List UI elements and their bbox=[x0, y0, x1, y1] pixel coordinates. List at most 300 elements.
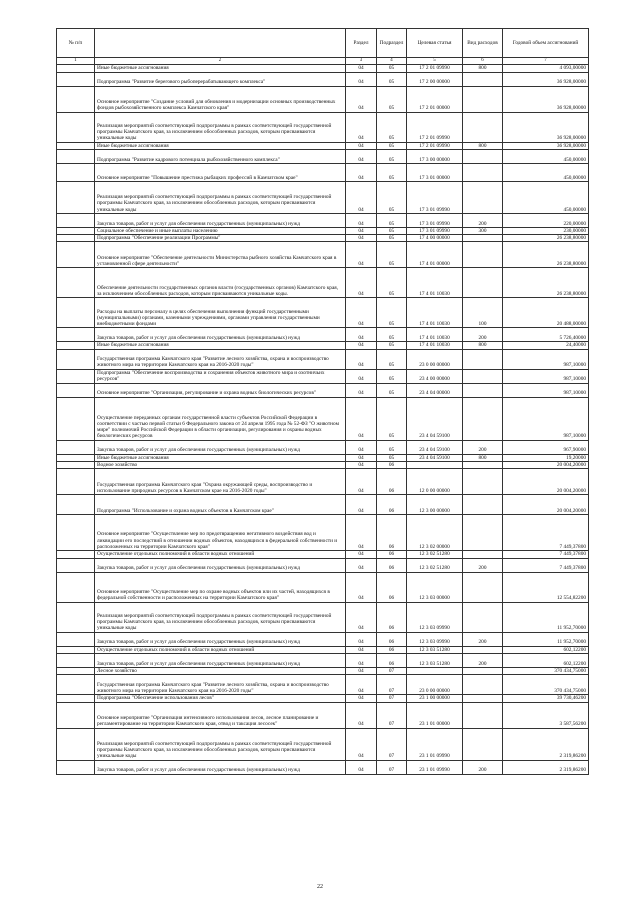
column-number: 3 bbox=[346, 58, 377, 65]
row-name-cell: Осуществление отдельных полномочий в области водных отношений bbox=[95, 551, 346, 558]
row-target-article-cell: 17 2 01 09990 bbox=[407, 112, 463, 142]
row-number-cell bbox=[57, 551, 95, 558]
row-target-article-cell: 17 3 01 09990 bbox=[407, 181, 463, 213]
row-number-cell bbox=[57, 86, 95, 112]
row-number-cell bbox=[57, 342, 95, 349]
table-row bbox=[57, 181, 589, 213]
row-amount-cell: 4 093,00000 bbox=[503, 65, 589, 72]
row-number-cell bbox=[57, 667, 95, 674]
table-row bbox=[57, 760, 589, 774]
table-row bbox=[57, 602, 589, 632]
row-target-article-cell: 17 4 01 00000 bbox=[407, 242, 463, 268]
row-podrazdel-cell: 06 bbox=[377, 469, 407, 495]
header-podrazdel: Подраздел bbox=[377, 29, 407, 58]
row-podrazdel-cell: 05 bbox=[377, 65, 407, 72]
row-razdel-cell: 04 bbox=[346, 163, 377, 181]
row-razdel-cell: 04 bbox=[346, 515, 377, 551]
row-target-article-cell: 17 4 01 10030 bbox=[407, 342, 463, 349]
table-row bbox=[57, 349, 589, 369]
row-podrazdel-cell: 07 bbox=[377, 728, 407, 760]
row-podrazdel-cell: 06 bbox=[377, 558, 407, 572]
table-row bbox=[57, 227, 589, 234]
row-podrazdel-cell: 07 bbox=[377, 702, 407, 728]
row-podrazdel-cell: 05 bbox=[377, 86, 407, 112]
table-row bbox=[57, 213, 589, 227]
row-razdel-cell: 04 bbox=[346, 440, 377, 454]
row-expense-type-cell bbox=[463, 369, 503, 383]
row-amount-cell: 230,00000 bbox=[503, 227, 589, 234]
row-number-cell bbox=[57, 653, 95, 667]
row-amount-cell: 987,10000 bbox=[503, 397, 589, 440]
table-row bbox=[57, 65, 589, 72]
row-amount-cell: 7 449,37800 bbox=[503, 551, 589, 558]
header-num: № п/п bbox=[57, 29, 95, 58]
row-name-cell: Подпрограмма "Обеспечение реализации Программы" bbox=[95, 235, 346, 242]
table-row bbox=[57, 86, 589, 112]
row-number-cell bbox=[57, 328, 95, 342]
column-number: 2 bbox=[95, 58, 346, 65]
row-name-cell: Закупка товаров, работ и услуг для обеспечения государственных (муниципальных) нужд bbox=[95, 653, 346, 667]
header-annual-amount: Годовой объем ассигнований bbox=[503, 29, 589, 58]
row-name-cell: Основное мероприятие "Организация интенсивного использования лесов, лесное планирование и регламентирование на территории Камчатского края, отвод и таксация лесосек" bbox=[95, 702, 346, 728]
row-amount-cell: 26 238,80000 bbox=[503, 235, 589, 242]
row-expense-type-cell bbox=[463, 268, 503, 298]
row-expense-type-cell bbox=[463, 646, 503, 653]
row-target-article-cell: 12 3 03 09990 bbox=[407, 632, 463, 646]
row-razdel-cell: 04 bbox=[346, 646, 377, 653]
row-number-cell bbox=[57, 268, 95, 298]
table-row bbox=[57, 142, 589, 149]
row-razdel-cell: 04 bbox=[346, 667, 377, 674]
row-number-cell bbox=[57, 349, 95, 369]
row-target-article-cell: 12 3 03 09990 bbox=[407, 602, 463, 632]
row-podrazdel-cell: 05 bbox=[377, 235, 407, 242]
header-target-article: Целевая статья bbox=[407, 29, 463, 58]
row-name-cell: Реализация мероприятий соответствующей подпрограммы в рамках соответствующей государственной программы Камчатского края, за исключением обособленных расходов, которым присваиваются уникальные коды bbox=[95, 181, 346, 213]
row-razdel-cell: 04 bbox=[346, 602, 377, 632]
row-name-cell: Подпрограмма "Обеспечение использования лесов" bbox=[95, 695, 346, 702]
row-podrazdel-cell: 05 bbox=[377, 454, 407, 461]
column-number: 1 bbox=[57, 58, 95, 65]
row-name-cell: Иные бюджетные ассигнования bbox=[95, 454, 346, 461]
row-name-cell: Основное мероприятие "Осуществление мер по предотвращению негативного воздействия вод и ликвидации его последствий в отношении водных объектов, находящихся в федеральной собственности и расположенных на территории Камчатского края" bbox=[95, 515, 346, 551]
row-expense-type-cell: 200 bbox=[463, 440, 503, 454]
row-expense-type-cell bbox=[463, 675, 503, 695]
row-amount-cell: 12 554,82200 bbox=[503, 572, 589, 602]
row-number-cell bbox=[57, 695, 95, 702]
row-podrazdel-cell: 05 bbox=[377, 163, 407, 181]
row-number-cell bbox=[57, 163, 95, 181]
table-row bbox=[57, 667, 589, 674]
row-number-cell bbox=[57, 454, 95, 461]
row-number-cell bbox=[57, 602, 95, 632]
row-razdel-cell: 04 bbox=[346, 242, 377, 268]
row-razdel-cell: 04 bbox=[346, 72, 377, 86]
row-target-article-cell: 12 3 03 51280 bbox=[407, 646, 463, 653]
row-target-article-cell: 12 0 00 00000 bbox=[407, 469, 463, 495]
row-amount-cell: 7 449,37800 bbox=[503, 558, 589, 572]
row-amount-cell: 20 004,20000 bbox=[503, 495, 589, 515]
row-name-cell: Основное мероприятие "Создание условий для обновления и модернизации основных производственных фондов рыбохозяйственного комплекса Камчатского края" bbox=[95, 86, 346, 112]
row-expense-type-cell bbox=[463, 383, 503, 397]
row-target-article-cell: 23 4 04 00000 bbox=[407, 383, 463, 397]
row-name-cell: Закупка товаров, работ и услуг для обеспечения государственных (муниципальных) нужд bbox=[95, 328, 346, 342]
table-row bbox=[57, 572, 589, 602]
row-podrazdel-cell: 05 bbox=[377, 142, 407, 149]
row-expense-type-cell bbox=[463, 181, 503, 213]
row-amount-cell: 3 587,56200 bbox=[503, 702, 589, 728]
row-expense-type-cell: 800 bbox=[463, 342, 503, 349]
row-number-cell bbox=[57, 142, 95, 149]
table-row bbox=[57, 646, 589, 653]
row-name-cell: Государственная программа Камчатского края "Развитие лесного хозяйства, охрана и воспроизводство животного мира на территории Камчатского края на 2016-2020 годы" bbox=[95, 349, 346, 369]
row-podrazdel-cell: 05 bbox=[377, 440, 407, 454]
row-amount-cell: 450,00000 bbox=[503, 163, 589, 181]
table-row bbox=[57, 632, 589, 646]
table-row bbox=[57, 558, 589, 572]
row-target-article-cell: 17 3 01 09990 bbox=[407, 213, 463, 227]
header-row bbox=[57, 29, 589, 58]
row-razdel-cell: 04 bbox=[346, 462, 377, 469]
row-razdel-cell: 04 bbox=[346, 397, 377, 440]
row-amount-cell: 39 730,46200 bbox=[503, 695, 589, 702]
row-target-article-cell: 17 2 01 00000 bbox=[407, 86, 463, 112]
row-amount-cell: 19,20000 bbox=[503, 454, 589, 461]
column-number: 6 bbox=[463, 58, 503, 65]
table-row bbox=[57, 328, 589, 342]
row-expense-type-cell bbox=[463, 495, 503, 515]
row-target-article-cell: 17 3 00 00000 bbox=[407, 149, 463, 163]
row-podrazdel-cell: 05 bbox=[377, 72, 407, 86]
row-name-cell: Закупка товаров, работ и услуг для обеспечения государственных (муниципальных) нужд bbox=[95, 440, 346, 454]
header-name bbox=[95, 29, 346, 58]
row-amount-cell: 5 726,40000 bbox=[503, 328, 589, 342]
budget-table bbox=[56, 28, 589, 775]
table-row bbox=[57, 383, 589, 397]
column-number: 5 bbox=[407, 58, 463, 65]
row-expense-type-cell bbox=[463, 397, 503, 440]
row-podrazdel-cell: 05 bbox=[377, 227, 407, 234]
table-row bbox=[57, 495, 589, 515]
row-target-article-cell: 17 3 01 00000 bbox=[407, 163, 463, 181]
row-amount-cell: 11 952,70000 bbox=[503, 632, 589, 646]
row-number-cell bbox=[57, 181, 95, 213]
row-amount-cell: 36 928,00000 bbox=[503, 142, 589, 149]
row-razdel-cell: 04 bbox=[346, 558, 377, 572]
table-row bbox=[57, 551, 589, 558]
row-number-cell bbox=[57, 572, 95, 602]
row-name-cell: Иные бюджетные ассигнования bbox=[95, 65, 346, 72]
row-podrazdel-cell: 07 bbox=[377, 695, 407, 702]
row-amount-cell: 602,12200 bbox=[503, 646, 589, 653]
row-amount-cell: 987,10000 bbox=[503, 369, 589, 383]
row-podrazdel-cell: 06 bbox=[377, 515, 407, 551]
row-amount-cell: 7 449,37800 bbox=[503, 515, 589, 551]
row-name-cell: Обеспечение деятельности государственных органов власти (государственных органов) Камчатского края, за исключением обособленных расходов, которым присваиваются уникальные коды. bbox=[95, 268, 346, 298]
row-target-article-cell: 23 1 00 00000 bbox=[407, 695, 463, 702]
row-expense-type-cell bbox=[463, 86, 503, 112]
row-name-cell: Основное мероприятие "Организация, регулирование и охрана водных биологических ресурсов" bbox=[95, 383, 346, 397]
header-expense-type: Вид расходов bbox=[463, 29, 503, 58]
row-razdel-cell: 04 bbox=[346, 695, 377, 702]
row-expense-type-cell bbox=[463, 728, 503, 760]
row-number-cell bbox=[57, 112, 95, 142]
row-number-cell bbox=[57, 440, 95, 454]
row-razdel-cell: 04 bbox=[346, 702, 377, 728]
row-podrazdel-cell: 05 bbox=[377, 181, 407, 213]
row-razdel-cell: 04 bbox=[346, 383, 377, 397]
row-name-cell: Подпрограмма "Использование и охрана водных объектов в Камчатском крае" bbox=[95, 495, 346, 515]
row-amount-cell: 36 928,00000 bbox=[503, 86, 589, 112]
row-name-cell: Лесное хозяйство bbox=[95, 667, 346, 674]
row-target-article-cell: 17 3 01 09990 bbox=[407, 227, 463, 234]
row-name-cell: Осуществление переданных органам государственной власти субъектов Российской Федерации в соответствии с частью первой статьи 6 Федерального закона от 24 апреля 1995 года № 52-ФЗ "О животном мире" полномочий Российской Федерации в области организации, регулирования и охраны водных биологических ресурсов bbox=[95, 397, 346, 440]
row-number-cell bbox=[57, 728, 95, 760]
row-expense-type-cell: 300 bbox=[463, 227, 503, 234]
row-target-article-cell: 17 4 01 10030 bbox=[407, 328, 463, 342]
table-row bbox=[57, 242, 589, 268]
row-number-cell bbox=[57, 495, 95, 515]
row-razdel-cell: 04 bbox=[346, 86, 377, 112]
row-amount-cell: 20 004,20000 bbox=[503, 462, 589, 469]
row-razdel-cell: 04 bbox=[346, 349, 377, 369]
row-podrazdel-cell: 05 bbox=[377, 112, 407, 142]
row-number-cell bbox=[57, 242, 95, 268]
row-number-cell bbox=[57, 149, 95, 163]
table-row bbox=[57, 695, 589, 702]
row-razdel-cell: 04 bbox=[346, 298, 377, 328]
row-name-cell: Основное мероприятие "Обеспечение деятельности Министерства рыбного хозяйства Камчатского края в установленной сфере деятельности" bbox=[95, 242, 346, 268]
row-razdel-cell: 04 bbox=[346, 181, 377, 213]
row-razdel-cell: 04 bbox=[346, 149, 377, 163]
row-name-cell: Государственная программа Камчатского края "Развитие лесного хозяйства, охрана и воспроизводство животного мира на территории Камчатского края на 2016-2020 годы" bbox=[95, 675, 346, 695]
row-razdel-cell: 04 bbox=[346, 454, 377, 461]
row-name-cell: Иные бюджетные ассигнования bbox=[95, 142, 346, 149]
row-amount-cell: 450,00000 bbox=[503, 149, 589, 163]
row-razdel-cell: 04 bbox=[346, 227, 377, 234]
row-razdel-cell: 04 bbox=[346, 213, 377, 227]
row-target-article-cell: 17 4 01 10030 bbox=[407, 268, 463, 298]
table-row bbox=[57, 149, 589, 163]
row-amount-cell: 220,00000 bbox=[503, 213, 589, 227]
row-amount-cell: 450,00000 bbox=[503, 181, 589, 213]
row-podrazdel-cell: 05 bbox=[377, 213, 407, 227]
row-razdel-cell: 04 bbox=[346, 112, 377, 142]
row-name-cell: Основное мероприятие "Осуществление мер по охране водных объектов или их частей, находящихся в федеральной собственности и расположенных на территории Камчатского края" bbox=[95, 572, 346, 602]
row-number-cell bbox=[57, 469, 95, 495]
table-row bbox=[57, 440, 589, 454]
row-razdel-cell: 04 bbox=[346, 653, 377, 667]
row-name-cell: Социальное обеспечение и иные выплаты населению bbox=[95, 227, 346, 234]
row-name-cell: Подпрограмма "Обеспечение воспроизводства и сохранения объектов животного мира и охотничьих ресурсов" bbox=[95, 369, 346, 383]
row-name-cell: Реализация мероприятий соответствующей подпрограммы в рамках соответствующей государственной программы Камчатского края, за исключением обособленных расходов, которым присваиваются уникальные коды bbox=[95, 112, 346, 142]
row-expense-type-cell bbox=[463, 667, 503, 674]
table-row bbox=[57, 515, 589, 551]
row-name-cell: Реализация мероприятий соответствующей подпрограммы в рамках соответствующей государственной программы Камчатского края, за исключением обособленных расходов, которым присваиваются уникальные коды bbox=[95, 728, 346, 760]
row-amount-cell: 20 004,20000 bbox=[503, 469, 589, 495]
row-expense-type-cell bbox=[463, 72, 503, 86]
row-amount-cell: 987,10000 bbox=[503, 349, 589, 369]
row-expense-type-cell: 200 bbox=[463, 760, 503, 774]
row-expense-type-cell bbox=[463, 702, 503, 728]
column-number: 7 bbox=[503, 58, 589, 65]
table-row bbox=[57, 462, 589, 469]
row-target-article-cell: 23 0 00 00000 bbox=[407, 675, 463, 695]
row-podrazdel-cell: 06 bbox=[377, 572, 407, 602]
table-row bbox=[57, 702, 589, 728]
row-number-cell bbox=[57, 646, 95, 653]
table-row bbox=[57, 397, 589, 440]
row-podrazdel-cell: 06 bbox=[377, 551, 407, 558]
row-number-cell bbox=[57, 369, 95, 383]
table-row bbox=[57, 728, 589, 760]
row-podrazdel-cell: 06 bbox=[377, 602, 407, 632]
row-target-article-cell bbox=[407, 667, 463, 674]
row-target-article-cell: 23 1 01 09990 bbox=[407, 760, 463, 774]
row-razdel-cell: 04 bbox=[346, 551, 377, 558]
row-razdel-cell: 04 bbox=[346, 369, 377, 383]
row-razdel-cell: 04 bbox=[346, 342, 377, 349]
row-razdel-cell: 04 bbox=[346, 728, 377, 760]
row-number-cell bbox=[57, 213, 95, 227]
row-target-article-cell bbox=[407, 462, 463, 469]
row-name-cell: Водное хозяйство bbox=[95, 462, 346, 469]
table-row bbox=[57, 454, 589, 461]
row-expense-type-cell: 800 bbox=[463, 65, 503, 72]
table-row bbox=[57, 268, 589, 298]
row-expense-type-cell bbox=[463, 469, 503, 495]
row-number-cell bbox=[57, 235, 95, 242]
row-target-article-cell: 17 2 01 09990 bbox=[407, 65, 463, 72]
row-amount-cell: 2 319,86200 bbox=[503, 760, 589, 774]
row-expense-type-cell bbox=[463, 149, 503, 163]
row-amount-cell: 370 434,75000 bbox=[503, 675, 589, 695]
row-number-cell bbox=[57, 65, 95, 72]
row-amount-cell: 36 928,00000 bbox=[503, 112, 589, 142]
row-expense-type-cell: 800 bbox=[463, 454, 503, 461]
row-name-cell: Осуществление отдельных полномочий в области водных отношений bbox=[95, 646, 346, 653]
row-amount-cell: 987,10000 bbox=[503, 383, 589, 397]
row-expense-type-cell: 100 bbox=[463, 298, 503, 328]
row-expense-type-cell bbox=[463, 462, 503, 469]
row-target-article-cell: 23 4 00 00000 bbox=[407, 369, 463, 383]
row-amount-cell: 26 238,80000 bbox=[503, 268, 589, 298]
row-number-cell bbox=[57, 515, 95, 551]
row-target-article-cell: 17 2 01 09990 bbox=[407, 142, 463, 149]
header-razdel: Раздел bbox=[346, 29, 377, 58]
row-razdel-cell: 04 bbox=[346, 572, 377, 602]
row-name-cell: Реализация мероприятий соответствующей подпрограммы в рамках соответствующей государственной программы Камчатского края, за исключением обособленных расходов, которым присваиваются уникальные коды bbox=[95, 602, 346, 632]
row-target-article-cell: 12 3 02 00000 bbox=[407, 515, 463, 551]
row-amount-cell: 602,12200 bbox=[503, 653, 589, 667]
row-podrazdel-cell: 07 bbox=[377, 675, 407, 695]
row-name-cell: Расходы на выплаты персоналу в целях обеспечения выполнения функций государственными (муниципальными) органами, казенными учреждениями, органами управления государственными внебюджетными фондами bbox=[95, 298, 346, 328]
row-expense-type-cell bbox=[463, 163, 503, 181]
row-number-cell bbox=[57, 298, 95, 328]
header-number-row bbox=[57, 58, 589, 65]
row-target-article-cell: 12 3 03 00000 bbox=[407, 572, 463, 602]
row-amount-cell: 2 319,86200 bbox=[503, 728, 589, 760]
row-expense-type-cell bbox=[463, 242, 503, 268]
row-podrazdel-cell: 06 bbox=[377, 646, 407, 653]
row-amount-cell: 20 488,00000 bbox=[503, 298, 589, 328]
row-expense-type-cell bbox=[463, 112, 503, 142]
row-podrazdel-cell: 05 bbox=[377, 383, 407, 397]
row-razdel-cell: 04 bbox=[346, 469, 377, 495]
row-target-article-cell: 23 0 00 00000 bbox=[407, 349, 463, 369]
row-name-cell: Иные бюджетные ассигнования bbox=[95, 342, 346, 349]
row-podrazdel-cell: 05 bbox=[377, 268, 407, 298]
row-amount-cell: 24,40000 bbox=[503, 342, 589, 349]
row-target-article-cell: 12 3 02 51280 bbox=[407, 551, 463, 558]
table-row bbox=[57, 342, 589, 349]
row-podrazdel-cell: 05 bbox=[377, 298, 407, 328]
table-row bbox=[57, 235, 589, 242]
row-number-cell bbox=[57, 702, 95, 728]
row-expense-type-cell: 200 bbox=[463, 653, 503, 667]
row-razdel-cell: 04 bbox=[346, 632, 377, 646]
row-expense-type-cell bbox=[463, 695, 503, 702]
row-target-article-cell: 12 3 02 51280 bbox=[407, 558, 463, 572]
row-razdel-cell: 04 bbox=[346, 142, 377, 149]
row-expense-type-cell: 800 bbox=[463, 142, 503, 149]
row-expense-type-cell: 200 bbox=[463, 632, 503, 646]
row-target-article-cell: 17 4 01 10030 bbox=[407, 298, 463, 328]
row-expense-type-cell: 200 bbox=[463, 213, 503, 227]
row-podrazdel-cell: 05 bbox=[377, 328, 407, 342]
row-target-article-cell: 23 1 01 00000 bbox=[407, 702, 463, 728]
row-razdel-cell: 04 bbox=[346, 675, 377, 695]
row-razdel-cell: 04 bbox=[346, 495, 377, 515]
row-number-cell bbox=[57, 462, 95, 469]
table-row bbox=[57, 112, 589, 142]
table-row bbox=[57, 675, 589, 695]
row-amount-cell: 11 952,70000 bbox=[503, 602, 589, 632]
row-podrazdel-cell: 07 bbox=[377, 760, 407, 774]
row-podrazdel-cell: 06 bbox=[377, 653, 407, 667]
page-number: 22 bbox=[317, 884, 323, 890]
row-number-cell bbox=[57, 675, 95, 695]
row-name-cell: Закупка товаров, работ и услуг для обеспечения государственных (муниципальных) нужд bbox=[95, 558, 346, 572]
table-row bbox=[57, 298, 589, 328]
row-target-article-cell: 12 3 00 00000 bbox=[407, 495, 463, 515]
row-razdel-cell: 04 bbox=[346, 268, 377, 298]
row-amount-cell: 36 928,00000 bbox=[503, 72, 589, 86]
row-name-cell: Закупка товаров, работ и услуг для обеспечения государственных (муниципальных) нужд bbox=[95, 213, 346, 227]
row-razdel-cell: 04 bbox=[346, 235, 377, 242]
row-target-article-cell: 17 2 00 00000 bbox=[407, 72, 463, 86]
row-target-article-cell: 17 4 00 00000 bbox=[407, 235, 463, 242]
row-number-cell bbox=[57, 383, 95, 397]
row-number-cell bbox=[57, 397, 95, 440]
table-body bbox=[57, 65, 589, 774]
row-target-article-cell: 23 4 04 59100 bbox=[407, 440, 463, 454]
row-number-cell bbox=[57, 558, 95, 572]
row-podrazdel-cell: 05 bbox=[377, 149, 407, 163]
row-podrazdel-cell: 05 bbox=[377, 397, 407, 440]
row-expense-type-cell: 200 bbox=[463, 558, 503, 572]
row-number-cell bbox=[57, 72, 95, 86]
row-expense-type-cell bbox=[463, 515, 503, 551]
row-amount-cell: 967,90000 bbox=[503, 440, 589, 454]
row-expense-type-cell bbox=[463, 572, 503, 602]
row-target-article-cell: 23 1 01 09990 bbox=[407, 728, 463, 760]
table-row bbox=[57, 369, 589, 383]
table-row bbox=[57, 469, 589, 495]
row-podrazdel-cell: 05 bbox=[377, 369, 407, 383]
row-expense-type-cell bbox=[463, 235, 503, 242]
row-podrazdel-cell: 06 bbox=[377, 495, 407, 515]
